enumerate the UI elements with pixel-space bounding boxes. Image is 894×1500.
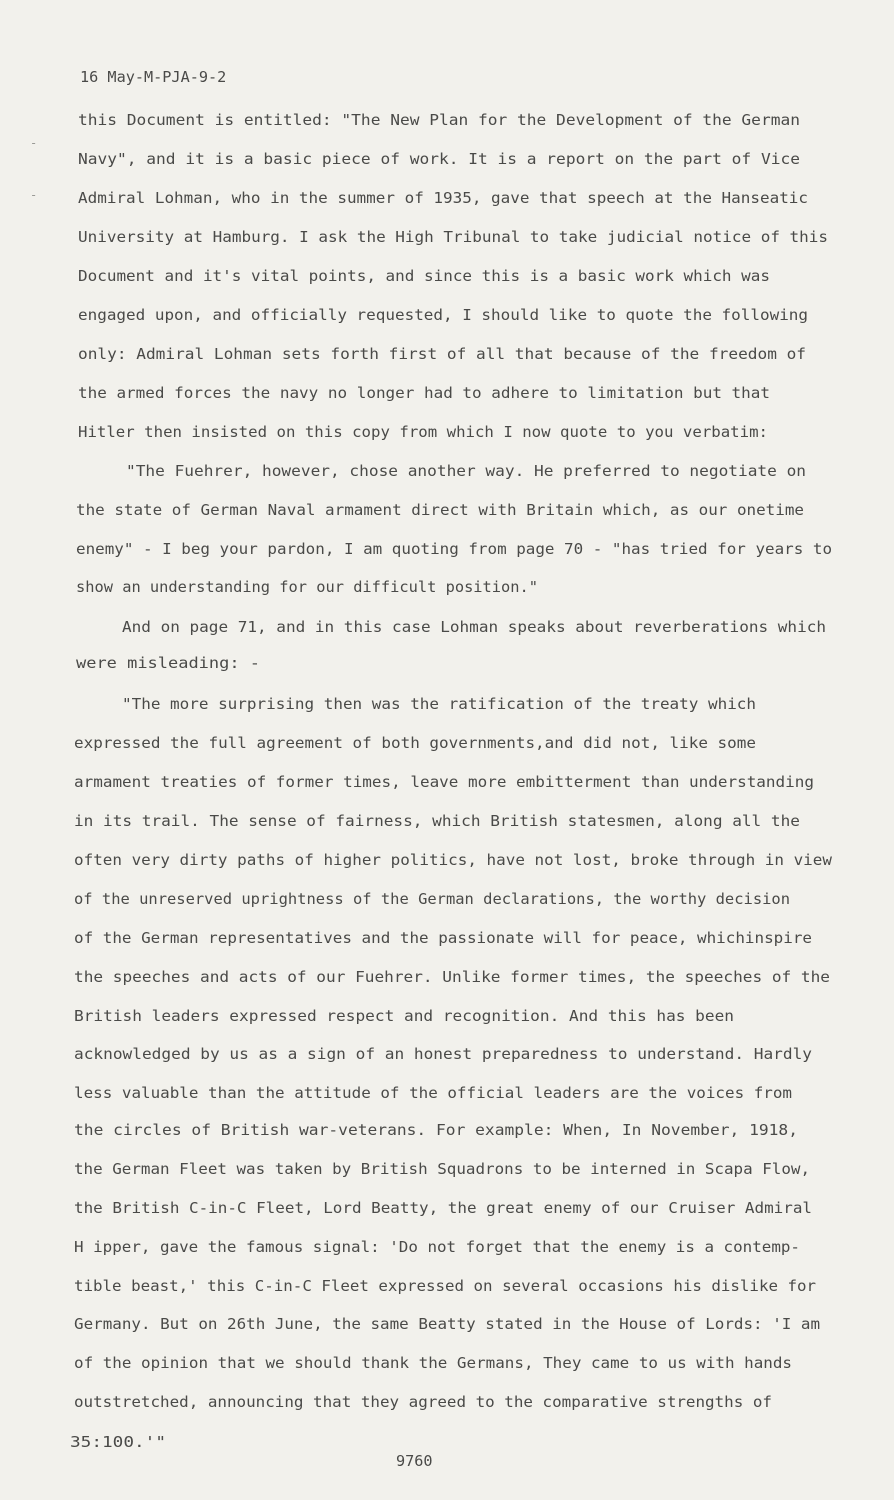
text-line: 35:100.'" [70,1433,166,1451]
text-line: University at Hamburg. I ask the High Tribunal to take judicial notice of this [78,228,829,246]
text-line: armament treaties of former times, leave more embitterment than understanding [74,773,814,791]
text-line: Hitler then insisted on this copy from which I now quote to you verbatim: [78,423,768,441]
text-line: "The Fuehrer, however, chose another way. He preferred to negotiate on [126,462,807,480]
document-header: 16 May-M-PJA-9-2 [80,68,227,86]
text-line: Admiral Lohman, who in the summer of 1935, gave that speech at the Hanseatic [78,189,809,207]
margin-mark: - [30,136,38,150]
text-line: the British C-in-C Fleet, Lord Beatty, the great enemy of our Cruiser Admiral [74,1199,812,1217]
text-line: the German Fleet was taken by British Squadrons to be interned in Scapa Flow, [74,1160,811,1178]
text-line: show an understanding for our difficult position." [76,578,538,596]
text-line: often very dirty paths of higher politics, have not lost, broke through in view [74,851,832,869]
text-line: engaged upon, and officially requested, I should like to quote the following [78,306,809,324]
text-line: British leaders expressed respect and recognition. And this has been [74,1007,735,1025]
text-line: in its trail. The sense of fairness, which British statesmen, along all the [74,812,800,830]
page-number: 9760 [396,1452,433,1470]
text-line: of the opinion that we should thank the Germans, They came to us with hands [74,1354,793,1372]
text-line: tible beast,' this C-in-C Fleet expressed on several occasions his dislike for [74,1277,817,1295]
text-line: the armed forces the navy no longer had to adhere to limitation but that [78,384,770,402]
text-line: only: Admiral Lohman sets forth first of all that because of the freedom of [78,345,807,363]
text-line: the state of German Naval armament direct with Britain which, as our onetime [76,501,805,519]
text-line: were misleading: - [76,654,260,672]
text-line: And on page 71, and in this case Lohman speaks about reverberations which [122,618,827,636]
text-line: Document and it's vital points, and since this is a basic work which was [78,267,770,285]
text-line: the circles of British war-veterans. For example: When, In November, 1918, [74,1121,799,1139]
text-line: "The more surprising then was the ratification of the treaty which [122,695,757,713]
text-line: of the German representatives and the passionate will for peace, whichinspire [74,929,812,947]
text-line: this Document is entitled: "The New Plan for the Development of the German [78,111,800,129]
text-line: H ipper, gave the famous signal: 'Do not forget that the enemy is a contemp- [74,1238,800,1256]
text-line: enemy" - I beg your pardon, I am quoting from page 70 - "has tried for years to [76,540,833,558]
text-line: acknowledged by us as a sign of an honest preparedness to understand. Hardly [74,1045,813,1063]
text-line: Germany. But on 26th June, the same Beatty stated in the House of Lords: 'I am [74,1315,821,1333]
text-line: less valuable than the attitude of the official leaders are the voices from [74,1084,793,1102]
margin-mark: - [30,188,38,202]
text-line: the speeches and acts of our Fuehrer. Unlike former times, the speeches of the [74,968,831,986]
text-line: outstretched, announcing that they agreed to the comparative strengths of [74,1393,773,1411]
text-line: of the unreserved uprightness of the German declarations, the worthy decision [74,890,791,908]
text-line: Navy", and it is a basic piece of work. It is a report on the part of Vice [78,150,800,168]
text-line: expressed the full agreement of both governments,and did not, like some [74,734,756,752]
